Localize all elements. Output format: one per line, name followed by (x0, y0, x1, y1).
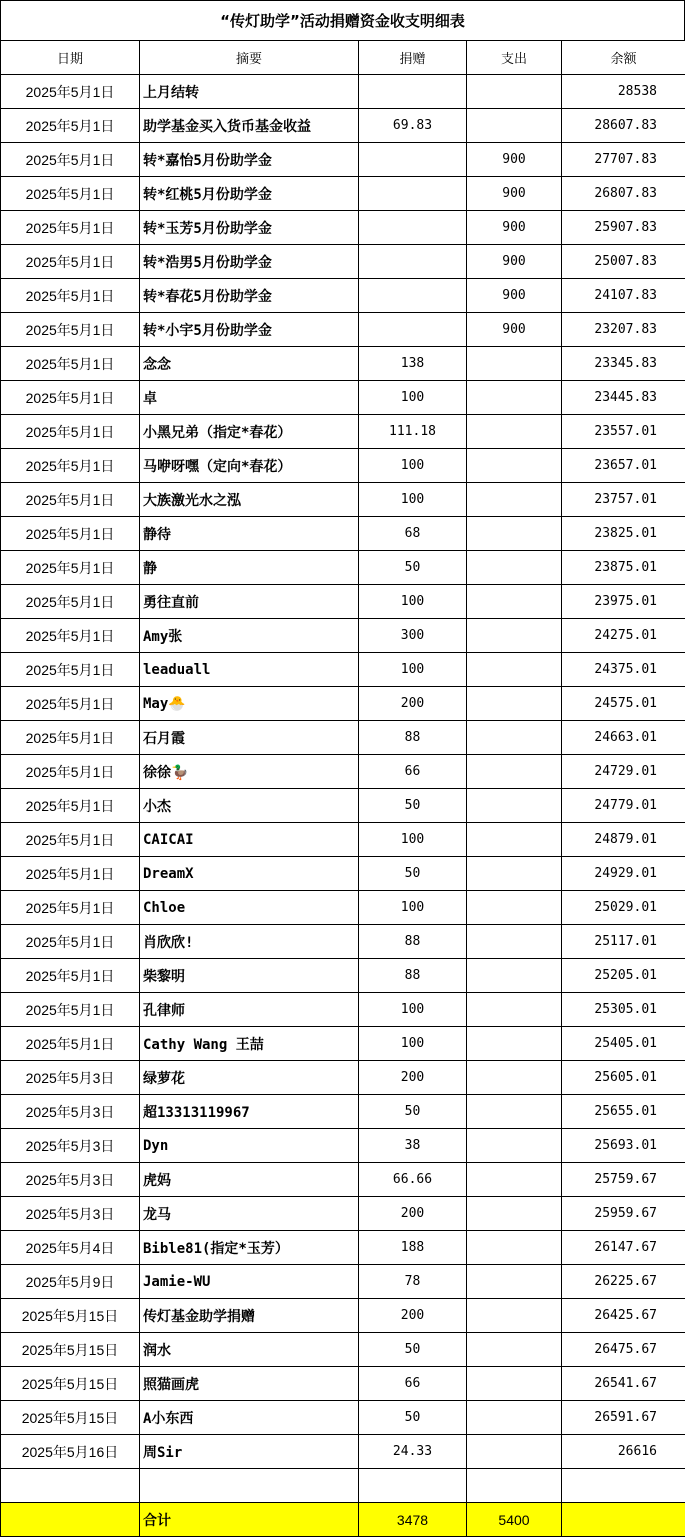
summary-cell[interactable]: Chloe (140, 891, 359, 925)
balance-cell[interactable]: 26147.67 (562, 1231, 685, 1265)
donation-cell[interactable]: 50 (359, 551, 467, 585)
date-cell[interactable]: 2025年5月15日 (1, 1367, 140, 1401)
table-row (1, 1197, 685, 1231)
summary-cell[interactable]: leaduall (140, 653, 359, 687)
donation-cell[interactable]: 300 (359, 619, 467, 653)
summary-cell[interactable]: 石月霞 (140, 721, 359, 755)
table-row (1, 1061, 685, 1095)
expense-cell[interactable] (467, 619, 562, 653)
date-cell[interactable]: 2025年5月1日 (1, 245, 140, 279)
expense-cell[interactable] (467, 959, 562, 993)
table-row (1, 449, 685, 483)
table-row (1, 1401, 685, 1435)
table-row (1, 1435, 685, 1469)
total-row (1, 1503, 685, 1537)
date-cell[interactable]: 2025年5月1日 (1, 721, 140, 755)
balance-cell[interactable]: 24663.01 (562, 721, 685, 755)
table-row (1, 1231, 685, 1265)
table-row (1, 517, 685, 551)
balance-cell[interactable]: 25405.01 (562, 1027, 685, 1061)
summary-cell[interactable]: Bible81(指定*玉芳） (140, 1231, 359, 1265)
summary-cell[interactable]: DreamX (140, 857, 359, 891)
expense-cell[interactable]: 900 (467, 211, 562, 245)
header-donation[interactable]: 捐赠 (359, 41, 467, 75)
donation-cell[interactable]: 188 (359, 1231, 467, 1265)
donation-cell[interactable] (359, 1469, 467, 1503)
expense-cell[interactable] (467, 993, 562, 1027)
donation-cell[interactable] (359, 245, 467, 279)
summary-cell[interactable]: Dyn (140, 1129, 359, 1163)
date-cell[interactable]: 2025年5月9日 (1, 1265, 140, 1299)
date-cell[interactable]: 2025年5月15日 (1, 1333, 140, 1367)
summary-cell[interactable]: 龙马 (140, 1197, 359, 1231)
date-cell[interactable]: 2025年5月4日 (1, 1231, 140, 1265)
summary-cell[interactable]: 念念 (140, 347, 359, 381)
expense-cell[interactable] (467, 823, 562, 857)
summary-cell[interactable] (140, 1469, 359, 1503)
date-cell[interactable]: 2025年5月1日 (1, 925, 140, 959)
balance-cell[interactable]: 26541.67 (562, 1367, 685, 1401)
table-row (1, 177, 685, 211)
balance-cell[interactable]: 23757.01 (562, 483, 685, 517)
balance-cell[interactable]: 23975.01 (562, 585, 685, 619)
summary-cell[interactable]: 虎妈 (140, 1163, 359, 1197)
balance-cell[interactable]: 23445.83 (562, 381, 685, 415)
expense-cell[interactable] (467, 1061, 562, 1095)
expense-cell[interactable] (467, 1469, 562, 1503)
balance-cell[interactable]: 25029.01 (562, 891, 685, 925)
total-donation[interactable]: 3478 (359, 1503, 467, 1537)
expense-cell[interactable]: 900 (467, 143, 562, 177)
balance-cell[interactable]: 23825.01 (562, 517, 685, 551)
summary-cell[interactable]: May🐣 (140, 687, 359, 721)
summary-cell[interactable]: 徐徐🦆 (140, 755, 359, 789)
table-row (1, 279, 685, 313)
table-row (1, 823, 685, 857)
expense-cell[interactable] (467, 925, 562, 959)
table-row (1, 211, 685, 245)
donation-cell[interactable]: 88 (359, 959, 467, 993)
balance-cell[interactable]: 26425.67 (562, 1299, 685, 1333)
donation-cell[interactable]: 100 (359, 585, 467, 619)
balance-cell[interactable]: 26591.67 (562, 1401, 685, 1435)
expense-cell[interactable] (467, 75, 562, 109)
balance-cell[interactable]: 23557.01 (562, 415, 685, 449)
expense-cell[interactable] (467, 109, 562, 143)
expense-cell[interactable]: 900 (467, 279, 562, 313)
date-cell[interactable]: 2025年5月1日 (1, 177, 140, 211)
summary-cell[interactable]: 周Sir (140, 1435, 359, 1469)
total-label[interactable]: 合计 (140, 1503, 359, 1537)
table-row (1, 653, 685, 687)
table-row (1, 1095, 685, 1129)
donation-cell[interactable]: 88 (359, 721, 467, 755)
expense-cell[interactable] (467, 381, 562, 415)
donation-cell[interactable]: 66.66 (359, 1163, 467, 1197)
summary-cell[interactable]: 勇往直前 (140, 585, 359, 619)
expense-cell[interactable] (467, 517, 562, 551)
donation-cell[interactable]: 50 (359, 1333, 467, 1367)
donation-cell[interactable] (359, 143, 467, 177)
summary-cell[interactable]: 上月结转 (140, 75, 359, 109)
table-row (1, 1265, 685, 1299)
date-cell[interactable]: 2025年5月16日 (1, 1435, 140, 1469)
donation-cell[interactable] (359, 313, 467, 347)
summary-cell[interactable]: 转*红桃5月份助学金 (140, 177, 359, 211)
table-row (1, 75, 685, 109)
donation-cell[interactable]: 66 (359, 1367, 467, 1401)
total-date-cell[interactable] (1, 1503, 140, 1537)
donation-cell[interactable]: 100 (359, 993, 467, 1027)
summary-cell[interactable]: 卓 (140, 381, 359, 415)
table-row (1, 1367, 685, 1401)
summary-cell[interactable]: 传灯基金助学捐赠 (140, 1299, 359, 1333)
expense-cell[interactable] (467, 585, 562, 619)
expense-cell[interactable] (467, 551, 562, 585)
expense-cell[interactable] (467, 1027, 562, 1061)
expense-cell[interactable] (467, 483, 562, 517)
header-date[interactable]: 日期 (1, 41, 140, 75)
donation-cell[interactable]: 100 (359, 823, 467, 857)
table-row (1, 1027, 685, 1061)
donation-cell[interactable] (359, 279, 467, 313)
summary-cell[interactable]: 孔律师 (140, 993, 359, 1027)
table-row (1, 143, 685, 177)
summary-cell[interactable]: Cathy Wang 王喆 (140, 1027, 359, 1061)
date-cell[interactable]: 2025年5月1日 (1, 619, 140, 653)
summary-cell[interactable]: 转*嘉怡5月份助学金 (140, 143, 359, 177)
expense-cell[interactable] (467, 789, 562, 823)
date-cell[interactable]: 2025年5月1日 (1, 75, 140, 109)
ledger-body (1, 75, 685, 1503)
summary-cell[interactable]: 小杰 (140, 789, 359, 823)
date-cell[interactable]: 2025年5月1日 (1, 857, 140, 891)
expense-cell[interactable] (467, 755, 562, 789)
table-row (1, 1129, 685, 1163)
table-row (1, 1299, 685, 1333)
balance-cell[interactable]: 24275.01 (562, 619, 685, 653)
donation-cell[interactable]: 200 (359, 687, 467, 721)
summary-cell[interactable]: 柴黎明 (140, 959, 359, 993)
balance-cell[interactable]: 25907.83 (562, 211, 685, 245)
summary-cell[interactable]: 转*小宇5月份助学金 (140, 313, 359, 347)
date-cell[interactable]: 2025年5月15日 (1, 1299, 140, 1333)
balance-cell[interactable]: 26225.67 (562, 1265, 685, 1299)
donation-cell[interactable]: 88 (359, 925, 467, 959)
donation-cell[interactable]: 200 (359, 1197, 467, 1231)
donation-cell[interactable]: 69.83 (359, 109, 467, 143)
total-balance[interactable] (562, 1503, 685, 1537)
date-cell[interactable] (1, 1469, 140, 1503)
summary-cell[interactable]: Amy张 (140, 619, 359, 653)
donation-cell[interactable]: 138 (359, 347, 467, 381)
date-cell[interactable]: 2025年5月1日 (1, 653, 140, 687)
summary-cell[interactable]: 润水 (140, 1333, 359, 1367)
donation-cell[interactable] (359, 211, 467, 245)
summary-cell[interactable]: 小黑兄弟（指定*春花） (140, 415, 359, 449)
date-cell[interactable]: 2025年5月1日 (1, 415, 140, 449)
table-row (1, 619, 685, 653)
date-cell[interactable]: 2025年5月3日 (1, 1129, 140, 1163)
balance-cell[interactable]: 24729.01 (562, 755, 685, 789)
header-expense[interactable]: 支出 (467, 41, 562, 75)
table-row (1, 1163, 685, 1197)
donation-cell[interactable]: 66 (359, 755, 467, 789)
summary-cell[interactable]: 肖欣欣! (140, 925, 359, 959)
balance-cell[interactable]: 24375.01 (562, 653, 685, 687)
donation-cell[interactable]: 111.18 (359, 415, 467, 449)
summary-cell[interactable]: 超13313119967 (140, 1095, 359, 1129)
expense-cell[interactable] (467, 653, 562, 687)
date-cell[interactable]: 2025年5月1日 (1, 687, 140, 721)
expense-cell[interactable] (467, 1231, 562, 1265)
table-row (1, 687, 685, 721)
date-cell[interactable]: 2025年5月1日 (1, 755, 140, 789)
table-row (1, 415, 685, 449)
balance-cell[interactable]: 24879.01 (562, 823, 685, 857)
date-cell[interactable]: 2025年5月3日 (1, 1163, 140, 1197)
table-row (1, 993, 685, 1027)
date-cell[interactable]: 2025年5月1日 (1, 585, 140, 619)
table-row (1, 755, 685, 789)
date-cell[interactable]: 2025年5月1日 (1, 279, 140, 313)
donation-cell[interactable]: 50 (359, 1095, 467, 1129)
table-row (1, 109, 685, 143)
donation-cell[interactable]: 50 (359, 857, 467, 891)
balance-cell[interactable]: 26475.67 (562, 1333, 685, 1367)
summary-cell[interactable]: 大族激光水之泓 (140, 483, 359, 517)
balance-cell[interactable]: 23657.01 (562, 449, 685, 483)
table-row (1, 585, 685, 619)
date-cell[interactable]: 2025年5月3日 (1, 1197, 140, 1231)
balance-cell[interactable]: 24575.01 (562, 687, 685, 721)
donation-cell[interactable]: 50 (359, 1401, 467, 1435)
date-cell[interactable]: 2025年5月1日 (1, 993, 140, 1027)
summary-cell[interactable]: 转*浩男5月份助学金 (140, 245, 359, 279)
header-summary[interactable]: 摘要 (140, 41, 359, 75)
summary-cell[interactable]: 静待 (140, 517, 359, 551)
summary-cell[interactable]: 转*玉芳5月份助学金 (140, 211, 359, 245)
balance-cell[interactable]: 28607.83 (562, 109, 685, 143)
date-cell[interactable]: 2025年5月1日 (1, 891, 140, 925)
balance-cell[interactable]: 25655.01 (562, 1095, 685, 1129)
table-row (1, 959, 685, 993)
summary-cell[interactable]: CAICAI (140, 823, 359, 857)
date-cell[interactable]: 2025年5月1日 (1, 211, 140, 245)
date-cell[interactable]: 2025年5月1日 (1, 959, 140, 993)
expense-cell[interactable] (467, 857, 562, 891)
table-row (1, 551, 685, 585)
donation-cell[interactable]: 100 (359, 1027, 467, 1061)
expense-cell[interactable] (467, 1367, 562, 1401)
date-cell[interactable]: 2025年5月1日 (1, 449, 140, 483)
donation-cell[interactable] (359, 75, 467, 109)
table-row (1, 347, 685, 381)
summary-cell[interactable]: A小东西 (140, 1401, 359, 1435)
table-row (1, 925, 685, 959)
donation-cell[interactable]: 100 (359, 891, 467, 925)
expense-cell[interactable] (467, 1163, 562, 1197)
table-row (1, 245, 685, 279)
date-cell[interactable]: 2025年5月1日 (1, 143, 140, 177)
summary-cell[interactable]: 转*春花5月份助学金 (140, 279, 359, 313)
table-row (1, 313, 685, 347)
date-cell[interactable]: 2025年5月1日 (1, 551, 140, 585)
expense-cell[interactable] (467, 721, 562, 755)
header-balance[interactable]: 余额 (562, 41, 685, 75)
sheet-title: “传灯助学”活动捐赠资金收支明细表 (0, 0, 685, 40)
summary-cell[interactable]: 助学基金买入货币基金收益 (140, 109, 359, 143)
donation-cell[interactable]: 38 (359, 1129, 467, 1163)
expense-cell[interactable] (467, 1197, 562, 1231)
date-cell[interactable]: 2025年5月1日 (1, 483, 140, 517)
expense-cell[interactable] (467, 1401, 562, 1435)
header-row (1, 41, 685, 75)
expense-cell[interactable]: 900 (467, 313, 562, 347)
donation-cell[interactable]: 78 (359, 1265, 467, 1299)
balance-cell[interactable]: 25007.83 (562, 245, 685, 279)
expense-cell[interactable] (467, 347, 562, 381)
date-cell[interactable]: 2025年5月1日 (1, 789, 140, 823)
expense-cell[interactable] (467, 415, 562, 449)
table-row (1, 789, 685, 823)
expense-cell[interactable] (467, 1265, 562, 1299)
table-row (1, 381, 685, 415)
donation-cell[interactable] (359, 177, 467, 211)
balance-cell[interactable]: 24929.01 (562, 857, 685, 891)
expense-cell[interactable] (467, 1129, 562, 1163)
donation-cell[interactable]: 68 (359, 517, 467, 551)
balance-cell[interactable]: 25959.67 (562, 1197, 685, 1231)
balance-cell[interactable]: 25117.01 (562, 925, 685, 959)
donation-cell[interactable]: 24.33 (359, 1435, 467, 1469)
balance-cell[interactable]: 25759.67 (562, 1163, 685, 1197)
balance-cell[interactable]: 25693.01 (562, 1129, 685, 1163)
balance-cell[interactable]: 25205.01 (562, 959, 685, 993)
summary-cell[interactable]: 静 (140, 551, 359, 585)
expense-cell[interactable] (467, 687, 562, 721)
balance-cell[interactable]: 23875.01 (562, 551, 685, 585)
balance-cell[interactable]: 26616 (562, 1435, 685, 1469)
table-row (1, 483, 685, 517)
expense-cell[interactable] (467, 891, 562, 925)
summary-cell[interactable]: 绿萝花 (140, 1061, 359, 1095)
expense-cell[interactable]: 900 (467, 177, 562, 211)
expense-cell[interactable] (467, 1095, 562, 1129)
date-cell[interactable]: 2025年5月1日 (1, 823, 140, 857)
table-row (1, 891, 685, 925)
total-expense[interactable]: 5400 (467, 1503, 562, 1537)
table-row (1, 1469, 685, 1503)
date-cell[interactable]: 2025年5月1日 (1, 517, 140, 551)
expense-cell[interactable]: 900 (467, 245, 562, 279)
balance-cell[interactable]: 25305.01 (562, 993, 685, 1027)
balance-cell[interactable]: 23207.83 (562, 313, 685, 347)
date-cell[interactable]: 2025年5月1日 (1, 109, 140, 143)
balance-cell[interactable] (562, 1469, 685, 1503)
summary-cell[interactable]: 马咿呀嘿（定向*春花） (140, 449, 359, 483)
table-row (1, 721, 685, 755)
donation-cell[interactable]: 200 (359, 1061, 467, 1095)
table-row (1, 857, 685, 891)
donation-cell[interactable]: 100 (359, 653, 467, 687)
date-cell[interactable]: 2025年5月1日 (1, 1027, 140, 1061)
expense-cell[interactable] (467, 1299, 562, 1333)
balance-cell[interactable]: 23345.83 (562, 347, 685, 381)
donation-cell[interactable]: 100 (359, 449, 467, 483)
balance-cell[interactable]: 26807.83 (562, 177, 685, 211)
balance-cell[interactable]: 24107.83 (562, 279, 685, 313)
expense-cell[interactable] (467, 1435, 562, 1469)
date-cell[interactable]: 2025年5月15日 (1, 1401, 140, 1435)
summary-cell[interactable]: 照猫画虎 (140, 1367, 359, 1401)
balance-cell[interactable]: 27707.83 (562, 143, 685, 177)
donation-cell[interactable]: 100 (359, 483, 467, 517)
expense-cell[interactable] (467, 449, 562, 483)
balance-cell[interactable]: 24779.01 (562, 789, 685, 823)
donation-cell[interactable]: 50 (359, 789, 467, 823)
date-cell[interactable]: 2025年5月3日 (1, 1061, 140, 1095)
date-cell[interactable]: 2025年5月3日 (1, 1095, 140, 1129)
expense-cell[interactable] (467, 1333, 562, 1367)
date-cell[interactable]: 2025年5月1日 (1, 381, 140, 415)
donation-cell[interactable]: 100 (359, 381, 467, 415)
donation-cell[interactable]: 200 (359, 1299, 467, 1333)
date-cell[interactable]: 2025年5月1日 (1, 313, 140, 347)
summary-cell[interactable]: Jamie-WU (140, 1265, 359, 1299)
balance-cell[interactable]: 25605.01 (562, 1061, 685, 1095)
ledger-table (0, 40, 685, 1537)
date-cell[interactable]: 2025年5月1日 (1, 347, 140, 381)
table-row (1, 1333, 685, 1367)
balance-cell[interactable]: 28538 (562, 75, 685, 109)
